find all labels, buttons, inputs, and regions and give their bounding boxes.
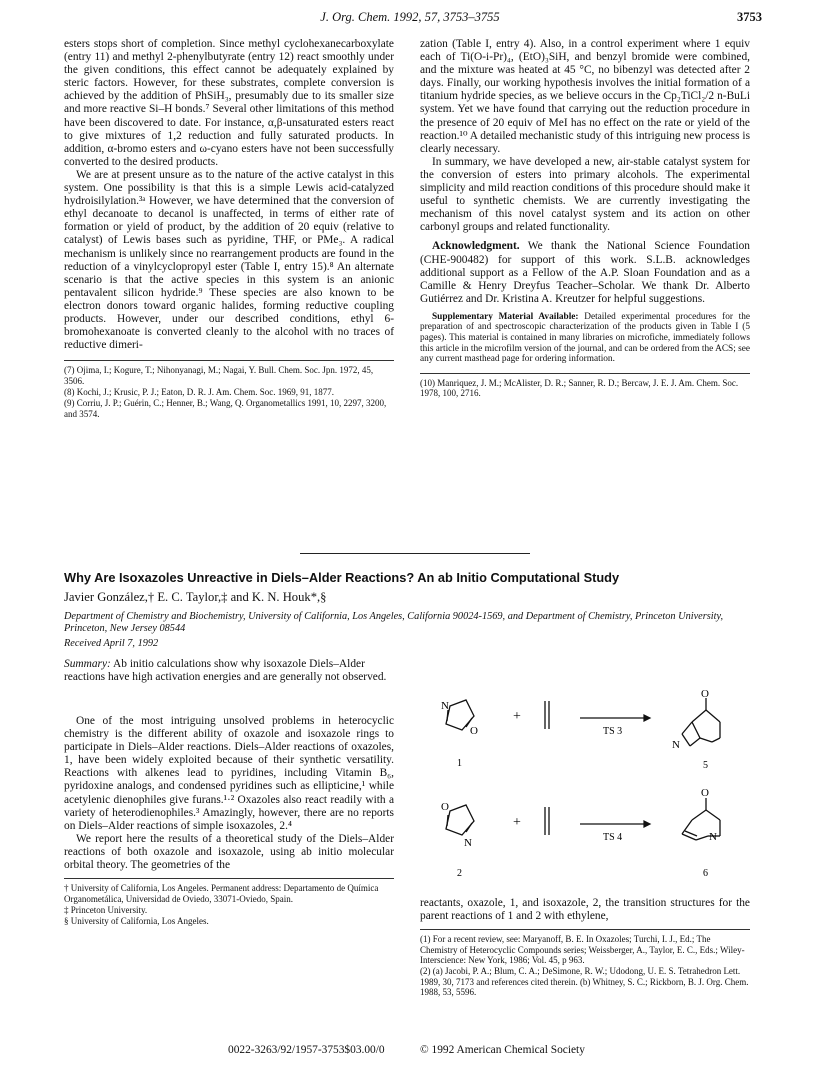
- acknowledgment: [420, 240, 750, 305]
- column-right-top: [420, 38, 750, 400]
- compound-number: 5: [703, 760, 708, 771]
- reaction-arrow: [580, 821, 650, 827]
- atom-label: O: [701, 688, 709, 700]
- footnotes: [420, 934, 750, 997]
- atom-label: O: [470, 725, 478, 737]
- supplementary-label: Supplementary Material Available:: [432, 311, 579, 322]
- ts-label: TS 3: [603, 726, 623, 737]
- paragraph: In summary, we have developed a new, air-stable catalyst system for the conversion of esters into primary alcohols. The experimental simplicity and mild reaction conditions of this procedure should make it useful to synthetic chemists. We are currently investigating the mechanism of this novel catalyst system and its action on other carbonyl groups and related functionality.: [420, 155, 750, 234]
- reaction-scheme: [420, 686, 756, 891]
- footnote: (7) Ojima, I.; Kogure, T.; Nihonyanagi, M.; Nagai, Y. Bull. Chem. Soc. Jpn. 1972, 45, 3506.: [64, 365, 374, 386]
- summary-label: Summary:: [64, 658, 111, 670]
- article-code: 0022-3263/92/1957-3753$03.00/0: [228, 1044, 385, 1056]
- atom-label: O: [441, 801, 449, 813]
- footnote: (2) (a) Jacobi, P. A.; Blum, C. A.; DeSimone, R. W.; Udodong, U. E. S. Tetrahedron Lett. 1989, 30, 7173 and references cited therein. (b) Whitney, S. C.; Rickborn, B. J. Org. Chem. 1988, 53, 5596.: [420, 966, 749, 998]
- compound-number: 6: [703, 868, 708, 879]
- footnotes: [420, 378, 750, 399]
- compound-number: 1: [457, 758, 462, 769]
- footnote: (9) Corriu, J. P.; Guérin, C.; Henner, B.; Wang, Q. Organometallics 1991, 10, 2297, 3200, and 3574.: [64, 398, 387, 419]
- plus-sign: +: [513, 709, 521, 724]
- row1-product-bicycle: [682, 698, 720, 746]
- footnote-rule: [64, 360, 394, 361]
- paragraph: reactants, oxazole, 1, and isoxazole, 2, the transition structures for the parent reactions of 1 and 2 with ethylene,: [420, 897, 750, 923]
- atom-label: N: [672, 739, 680, 751]
- running-header: [0, 10, 820, 28]
- article-title: Why Are Isoxazoles Unreactive in Diels–Alder Reactions? An ab Initio Computational Study: [64, 570, 620, 585]
- column-left-bottom: [64, 715, 394, 928]
- atom-label: N: [709, 831, 717, 843]
- article-authors: Javier González,† E. C. Taylor,‡ and K. N. Houk*,§: [64, 590, 327, 604]
- footnotes: [64, 365, 394, 419]
- affiliation-note: § University of California, Los Angeles.: [64, 916, 209, 927]
- row2-reactant-isoxazole: [446, 805, 474, 835]
- supplementary-text: Detailed experimental procedures for the preparation of and spectroscopic characterization of the products given in Table I (5 pages). This material is contained in many libraries on microfiche, immediately follows this article in the microfilm version of the journal, and can be ordered from the ACS; see any current masthead page for ordering information.: [420, 311, 750, 365]
- footnote: (10) Manriquez, J. M.; McAlister, D. R.; Sanner, R. D.; Bercaw, J. E. J. Am. Chem. Soc. 1978, 100, 2716.: [420, 377, 739, 399]
- acknowledgment-label: Acknowledgment.: [432, 240, 520, 253]
- footnote-rule: [420, 373, 750, 374]
- copyright: © 1992 American Chemical Society: [420, 1044, 585, 1056]
- column-right-bottom: [420, 897, 750, 999]
- received-date: Received April 7, 1992: [64, 638, 159, 649]
- summary: [64, 658, 392, 684]
- footnote: (1) For a recent review, see: Maryanoff, B. E. In Oxazoles; Turchi, I. J., Ed.; The Chemistry of Heterocyclic Compounds series; Weissberger, A., Taylor, E. C., Eds.; Wiley-Interscience: New York, 1986; Vol. 45, p 963.: [420, 934, 745, 965]
- footnote-rule: [64, 878, 394, 879]
- ethylene-icon: [545, 807, 549, 835]
- article-affiliation: Department of Chemistry and Biochemistry, University of California, Los Angeles, California 90024-1569, and Department of Chemistry, Princeton University, Princeton, New Jersey 08544: [64, 611, 724, 635]
- journal-citation: J. Org. Chem. 1992, 57, 3753–3755: [320, 10, 500, 24]
- plus-sign: +: [513, 815, 521, 830]
- paragraph: zation (Table I, entry 4). Also, in a control experiment where 1 equiv each of Ti(O-i-Pr)₄, (EtO)₃SiH, and benzyl bromide were combined, and the mixture was heated at 45 °C, no bibenzyl was detected after 2 days. Finally, our working hypothesis involves the initial formation of a titanium hydride species, as we believe occurs in the Cp₂TiCl₂/2 n-BuLi system. Yet we have found that carrying out the reduction procedure in the presence of 20 equiv of MeI has no effect on the rate or yield of the reaction.¹⁰ A detailed mechanistic study of this intriguing new process is clearly necessary.: [420, 38, 750, 155]
- paragraph: esters stops short of completion. Since methyl cyclohexanecarboxylate (entry 11) and methyl 2-phenylbutyrate (entry 12) react smoothly under the given conditions, this effect cannot be adequately explained by steric factors. However, for these substrates, complete conversion is achieved by the addition of PhSiH₃, presumably due to its smaller size and more reactive Si–H bonds.⁷ Several other limitations of this method have been discovered to date. For instance, α,β-unsaturated esters react to give mixtures of 1,2 reduction and fully saturated products. In addition, α-bromo esters and ω-cyano esters have not been successfully converted to the desired products.: [64, 38, 394, 168]
- paragraph: We report here the results of a theoretical study of the Diels–Alder reactions of both oxazole and isoxazole, using ab initio molecular orbital theory. The geometries of the: [64, 832, 394, 872]
- paragraph: We are at present unsure as to the nature of the active catalyst in this system. One possibility is that this is a simple Lewis acid-catalyzed hydroisilylation.³ᵃ However, we have determined that the conversion of ethyl decanoate to decanol is unaffected, in terms of either rate of formation or yield of product, by the addition of 20 equiv (relative to catalyst) of Lewis bases such as pyridine, THF, or PMe₃. A radical mechanism is unlikely since no rearrangement products are found in the reduction of a vinylcyclopropyl ester (Table I, entry 15).⁸ An alternate scenario is that the active species in this system is an anionic pentavalent silicon hydride.⁹ These species are also known to be electron donors toward organic halides, forming reductive coupling products. However, under our described conditions, ethyl 6-bromohexanoate is converted cleanly to the alcohol with no traces of reductive dimeri-: [64, 168, 394, 352]
- affiliation-note: ‡ Princeton University.: [64, 904, 148, 915]
- article-separator: [300, 553, 530, 554]
- ts-label: TS 4: [603, 832, 623, 843]
- ethylene-icon: [545, 701, 549, 729]
- footnote: (8) Kochi, J.; Krusic, P. J.; Eaton, D. R. J. Am. Chem. Soc. 1969, 91, 1877.: [64, 387, 334, 398]
- paragraph: One of the most intriguing unsolved problems in heterocyclic chemistry is the different ability of oxazole and isoxazole rings to participate in Diels–Alder reactions. Diels–Alder reactions of oxazoles, 1, have been widely exploited because of their synthetic versatility. Reactions with alkenes lead to pyridines, including Vitamin B₆, pyridoxine analogs, and condensed pyridines such as ellipticine,¹ while acetylenic dienophiles give furans.¹·² Oxazoles also react readily with a variety of heterodienophiles.³ Amazingly, however, there are no reports on Diels–Alder reactions of simple isoxazoles, 2.⁴: [64, 715, 394, 832]
- atom-label: O: [701, 787, 709, 799]
- affiliation-notes: [64, 883, 394, 927]
- page-number: 3753: [737, 10, 762, 24]
- column-left-top: [64, 38, 394, 420]
- acknowledgment-text: We thank the National Science Foundation (CHE-900482) for support of this work. S.L.B. acknowledges additional support as a Fellow of the A.P. Sloan Foundation and as a Camille & Henry Dreyfus Teacher–Scholar. We thank Dr. Alberto Gutiérrez and Dr. Kristina A. Kreutzer for helpful suggestions.: [420, 240, 750, 305]
- compound-number: 2: [457, 868, 462, 879]
- atom-label: N: [441, 700, 449, 712]
- footnote-rule: [420, 929, 750, 930]
- atom-label: N: [464, 837, 472, 849]
- reaction-arrow: [580, 715, 650, 721]
- affiliation-note: † University of California, Los Angeles. Permanent address: Departamento de Química Organometálica, Universidad de Oviedo, 33071-Oviedo, Spain.: [64, 883, 379, 904]
- summary-text: Ab initio calculations show why isoxazole Diels–Alder reactions have high activation energies and are generally not observed.: [64, 658, 387, 684]
- supplementary-material: [420, 312, 750, 365]
